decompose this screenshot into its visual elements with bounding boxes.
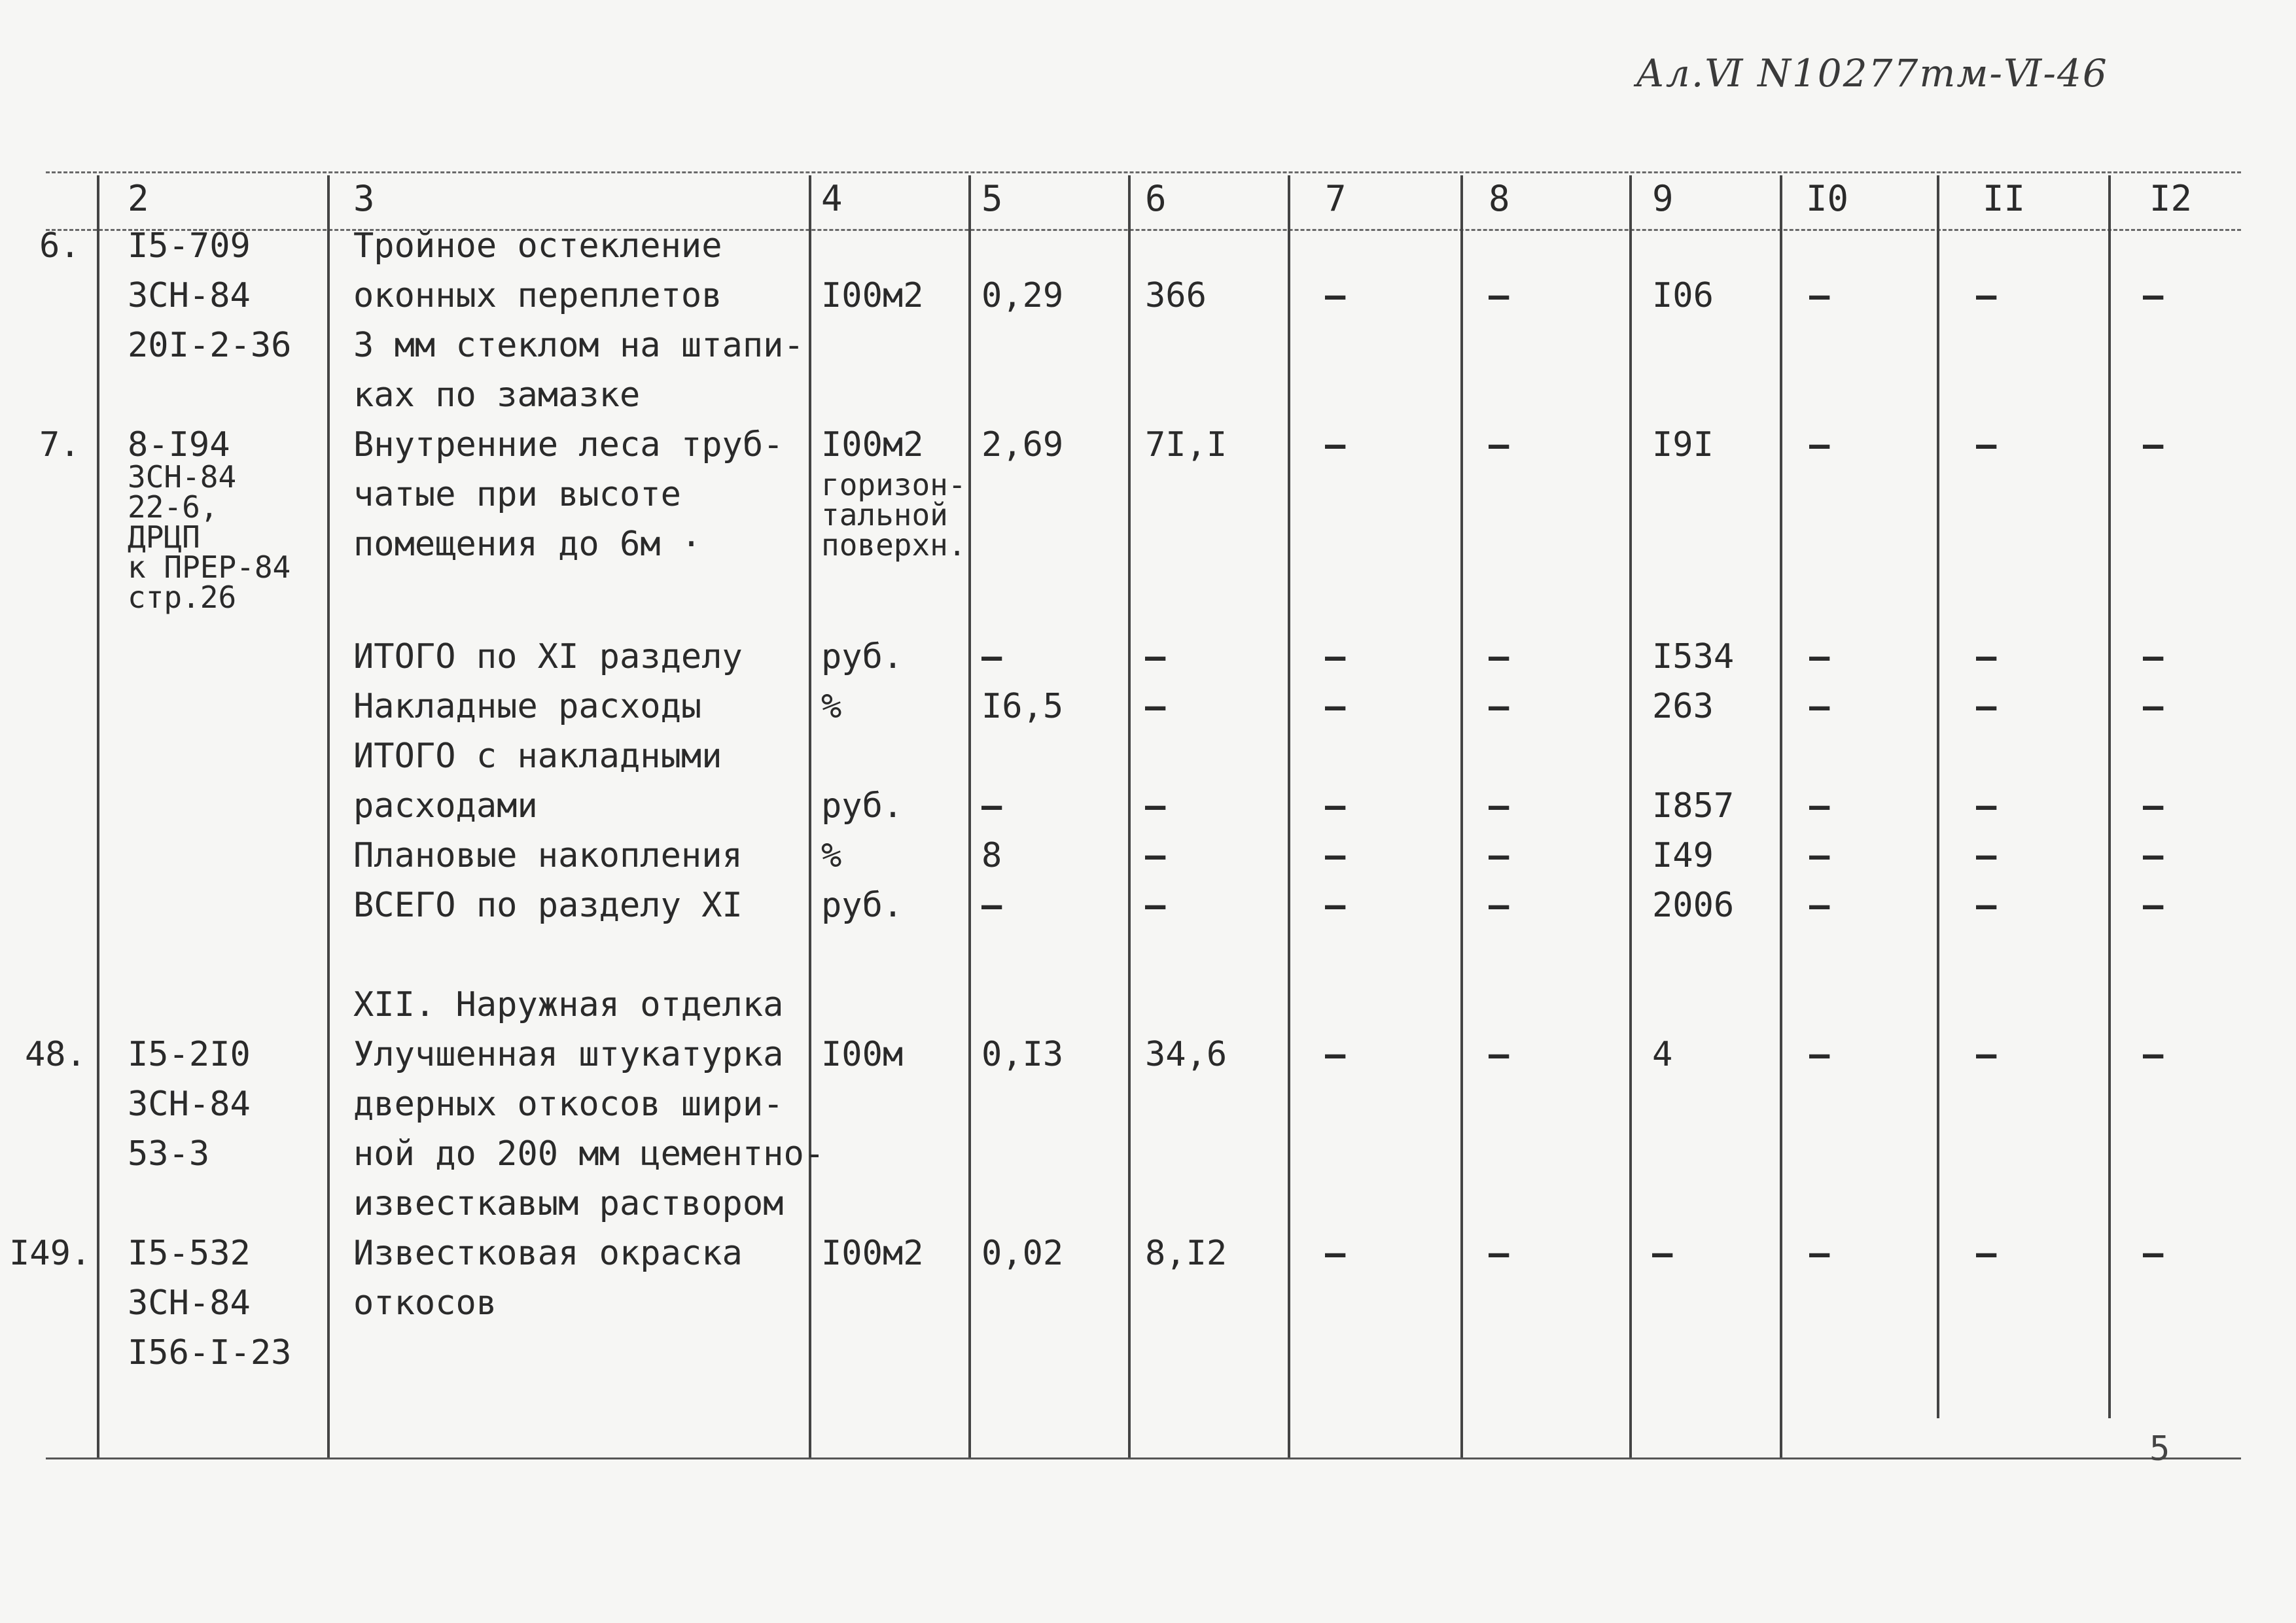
column-divider xyxy=(2108,175,2111,1418)
total-label: ИТОГО с накладными xyxy=(353,737,722,776)
total-unit: руб. xyxy=(821,786,904,826)
unit-cell: I00м xyxy=(821,1035,904,1074)
quantity-cell: 0,29 xyxy=(981,276,1064,315)
col12-cell: – xyxy=(2143,425,2164,464)
column-header: 6 xyxy=(1145,178,1167,219)
col12-cell: – xyxy=(2143,1234,2164,1273)
total-col9: I857 xyxy=(1652,786,1735,826)
total-col7: – xyxy=(1325,836,1346,875)
total-unit: % xyxy=(821,687,842,726)
column-header: 7 xyxy=(1325,178,1347,219)
total-col7: – xyxy=(1325,637,1346,676)
total-col8: – xyxy=(1489,786,1510,826)
total-col9: I534 xyxy=(1652,637,1735,676)
total-col8: – xyxy=(1489,637,1510,676)
col6-cell: 366 xyxy=(1145,276,1207,315)
total-col12: – xyxy=(2143,836,2164,875)
work-description: дверных откосов шири- xyxy=(353,1085,784,1124)
norm-code: ЗСН-84 xyxy=(128,276,251,315)
work-description: чатые при высоте xyxy=(353,475,681,514)
col9-cell: – xyxy=(1652,1234,1673,1273)
col7-cell: – xyxy=(1325,1035,1346,1074)
work-description: ной до 200 мм цементно- xyxy=(353,1134,825,1174)
total-label: ВСЕГО по разделу XI xyxy=(353,886,743,925)
total-col11: – xyxy=(1976,886,1997,925)
total-col7: – xyxy=(1325,886,1346,925)
header-top-rule xyxy=(46,171,2241,173)
total-unit: руб. xyxy=(821,637,904,676)
total-col8: – xyxy=(1489,886,1510,925)
total-col5: – xyxy=(981,637,1002,676)
col10-cell: – xyxy=(1809,1234,1830,1273)
total-col10: – xyxy=(1809,836,1830,875)
col7-cell: – xyxy=(1325,276,1346,315)
col11-cell: – xyxy=(1976,276,1997,315)
col7-cell: – xyxy=(1325,425,1346,464)
work-description: ках по замазке xyxy=(353,375,641,415)
norm-code: 22-6, xyxy=(128,489,219,525)
col8-cell: – xyxy=(1489,1234,1510,1273)
unit-cell: I00м2 xyxy=(821,425,924,464)
total-col11: – xyxy=(1976,786,1997,826)
column-header: 5 xyxy=(981,178,1003,219)
total-col6: – xyxy=(1145,836,1166,875)
total-col10: – xyxy=(1809,886,1830,925)
col11-cell: – xyxy=(1976,1234,1997,1273)
total-col11: – xyxy=(1976,637,1997,676)
norm-code: 20I-2-36 xyxy=(128,326,292,365)
column-divider xyxy=(1288,175,1290,1457)
col8-cell: – xyxy=(1489,276,1510,315)
total-col5: 8 xyxy=(981,836,1002,875)
total-col11: – xyxy=(1976,687,1997,726)
section-title: XII. Наружная отделка xyxy=(353,985,784,1024)
total-col5: – xyxy=(981,786,1002,826)
column-header: 3 xyxy=(353,178,375,219)
col9-cell: 4 xyxy=(1652,1035,1673,1074)
total-label: расходами xyxy=(353,786,538,826)
total-col12: – xyxy=(2143,637,2164,676)
total-col5: I6,5 xyxy=(981,687,1064,726)
total-col8: – xyxy=(1489,836,1510,875)
total-col12: – xyxy=(2143,687,2164,726)
unit-cell: горизон- xyxy=(821,467,966,502)
unit-cell: поверхн. xyxy=(821,527,966,563)
col8-cell: – xyxy=(1489,1035,1510,1074)
total-unit: % xyxy=(821,836,842,875)
col10-cell: – xyxy=(1809,1035,1830,1074)
col11-cell: – xyxy=(1976,425,1997,464)
norm-code: стр.26 xyxy=(128,580,237,615)
norm-code: I5-2I0 xyxy=(128,1035,251,1074)
norm-code: I5-709 xyxy=(128,226,251,266)
total-col9: I49 xyxy=(1652,836,1714,875)
quantity-cell: 2,69 xyxy=(981,425,1064,464)
total-col6: – xyxy=(1145,637,1166,676)
norm-code: 53-3 xyxy=(128,1134,210,1174)
work-description: помещения до 6м · xyxy=(353,525,702,564)
col6-cell: 7I,I xyxy=(1145,425,1227,464)
column-divider xyxy=(1780,175,1782,1457)
total-col7: – xyxy=(1325,687,1346,726)
column-divider xyxy=(1128,175,1131,1457)
col7-cell: – xyxy=(1325,1234,1346,1273)
work-description: Известковая окраска xyxy=(353,1234,743,1273)
row-number: 48. xyxy=(25,1035,86,1074)
norm-code: к ПРЕР-84 xyxy=(128,550,291,585)
column-divider xyxy=(1629,175,1632,1457)
norm-code: ЗСН-84 xyxy=(128,1085,251,1124)
unit-cell: I00м2 xyxy=(821,276,924,315)
page-number: 5 xyxy=(2149,1429,2170,1469)
total-col9: 263 xyxy=(1652,687,1714,726)
column-divider xyxy=(1937,175,1939,1418)
col12-cell: – xyxy=(2143,1035,2164,1074)
work-description: Тройное остекление xyxy=(353,226,722,266)
column-header: I0 xyxy=(1806,178,1849,219)
col9-cell: I06 xyxy=(1652,276,1714,315)
col8-cell: – xyxy=(1489,425,1510,464)
column-divider xyxy=(97,175,99,1457)
total-col9: 2006 xyxy=(1652,886,1735,925)
unit-cell: I00м2 xyxy=(821,1234,924,1273)
norm-code: I5-532 xyxy=(128,1234,251,1273)
col6-cell: 34,6 xyxy=(1145,1035,1227,1074)
work-description: оконных переплетов xyxy=(353,276,722,315)
norm-code: ЗСН-84 xyxy=(128,1283,251,1323)
norm-code: ЗСН-84 xyxy=(128,459,237,495)
quantity-cell: 0,02 xyxy=(981,1234,1064,1273)
total-col10: – xyxy=(1809,687,1830,726)
column-header: 4 xyxy=(821,178,843,219)
col10-cell: – xyxy=(1809,276,1830,315)
total-col7: – xyxy=(1325,786,1346,826)
total-col12: – xyxy=(2143,886,2164,925)
work-description: откосов xyxy=(353,1283,497,1323)
column-header: 9 xyxy=(1652,178,1674,219)
work-description: известкавым раствором xyxy=(353,1184,784,1223)
total-label: Плановые накопления xyxy=(353,836,743,875)
column-header: II xyxy=(1983,178,2026,219)
column-header: I2 xyxy=(2149,178,2193,219)
row-number: 6. xyxy=(39,226,80,266)
column-header: 2 xyxy=(128,178,149,219)
norm-code: I56-I-23 xyxy=(128,1333,292,1372)
total-col6: – xyxy=(1145,687,1166,726)
total-col10: – xyxy=(1809,637,1830,676)
total-label: Накладные расходы xyxy=(353,687,702,726)
total-col5: – xyxy=(981,886,1002,925)
total-label: ИТОГО по XI разделу xyxy=(353,637,743,676)
total-col11: – xyxy=(1976,836,1997,875)
total-col6: – xyxy=(1145,886,1166,925)
col6-cell: 8,I2 xyxy=(1145,1234,1227,1273)
total-col6: – xyxy=(1145,786,1166,826)
quantity-cell: 0,I3 xyxy=(981,1035,1064,1074)
document-reference-mark: Ал.Ⅵ N10277тм-Ⅵ-46 xyxy=(1636,51,2108,96)
row-number: I49. xyxy=(9,1234,92,1273)
total-col8: – xyxy=(1489,687,1510,726)
work-description: Улучшенная штукатурка xyxy=(353,1035,784,1074)
row-number: 7. xyxy=(39,425,80,464)
column-divider xyxy=(327,175,330,1457)
column-divider xyxy=(968,175,971,1457)
work-description: 3 мм стеклом на штапи- xyxy=(353,326,804,365)
work-description: Внутренние леса труб- xyxy=(353,425,784,464)
column-divider xyxy=(809,175,811,1457)
column-header: 8 xyxy=(1489,178,1510,219)
col9-cell: I9I xyxy=(1652,425,1714,464)
unit-cell: тальной xyxy=(821,497,948,532)
total-col10: – xyxy=(1809,786,1830,826)
total-col12: – xyxy=(2143,786,2164,826)
table-bottom-rule xyxy=(46,1457,2241,1459)
norm-code: ДРЦП xyxy=(128,519,200,555)
column-divider xyxy=(1460,175,1463,1457)
col12-cell: – xyxy=(2143,276,2164,315)
norm-code: 8-I94 xyxy=(128,425,230,464)
col10-cell: – xyxy=(1809,425,1830,464)
total-unit: руб. xyxy=(821,886,904,925)
col11-cell: – xyxy=(1976,1035,1997,1074)
